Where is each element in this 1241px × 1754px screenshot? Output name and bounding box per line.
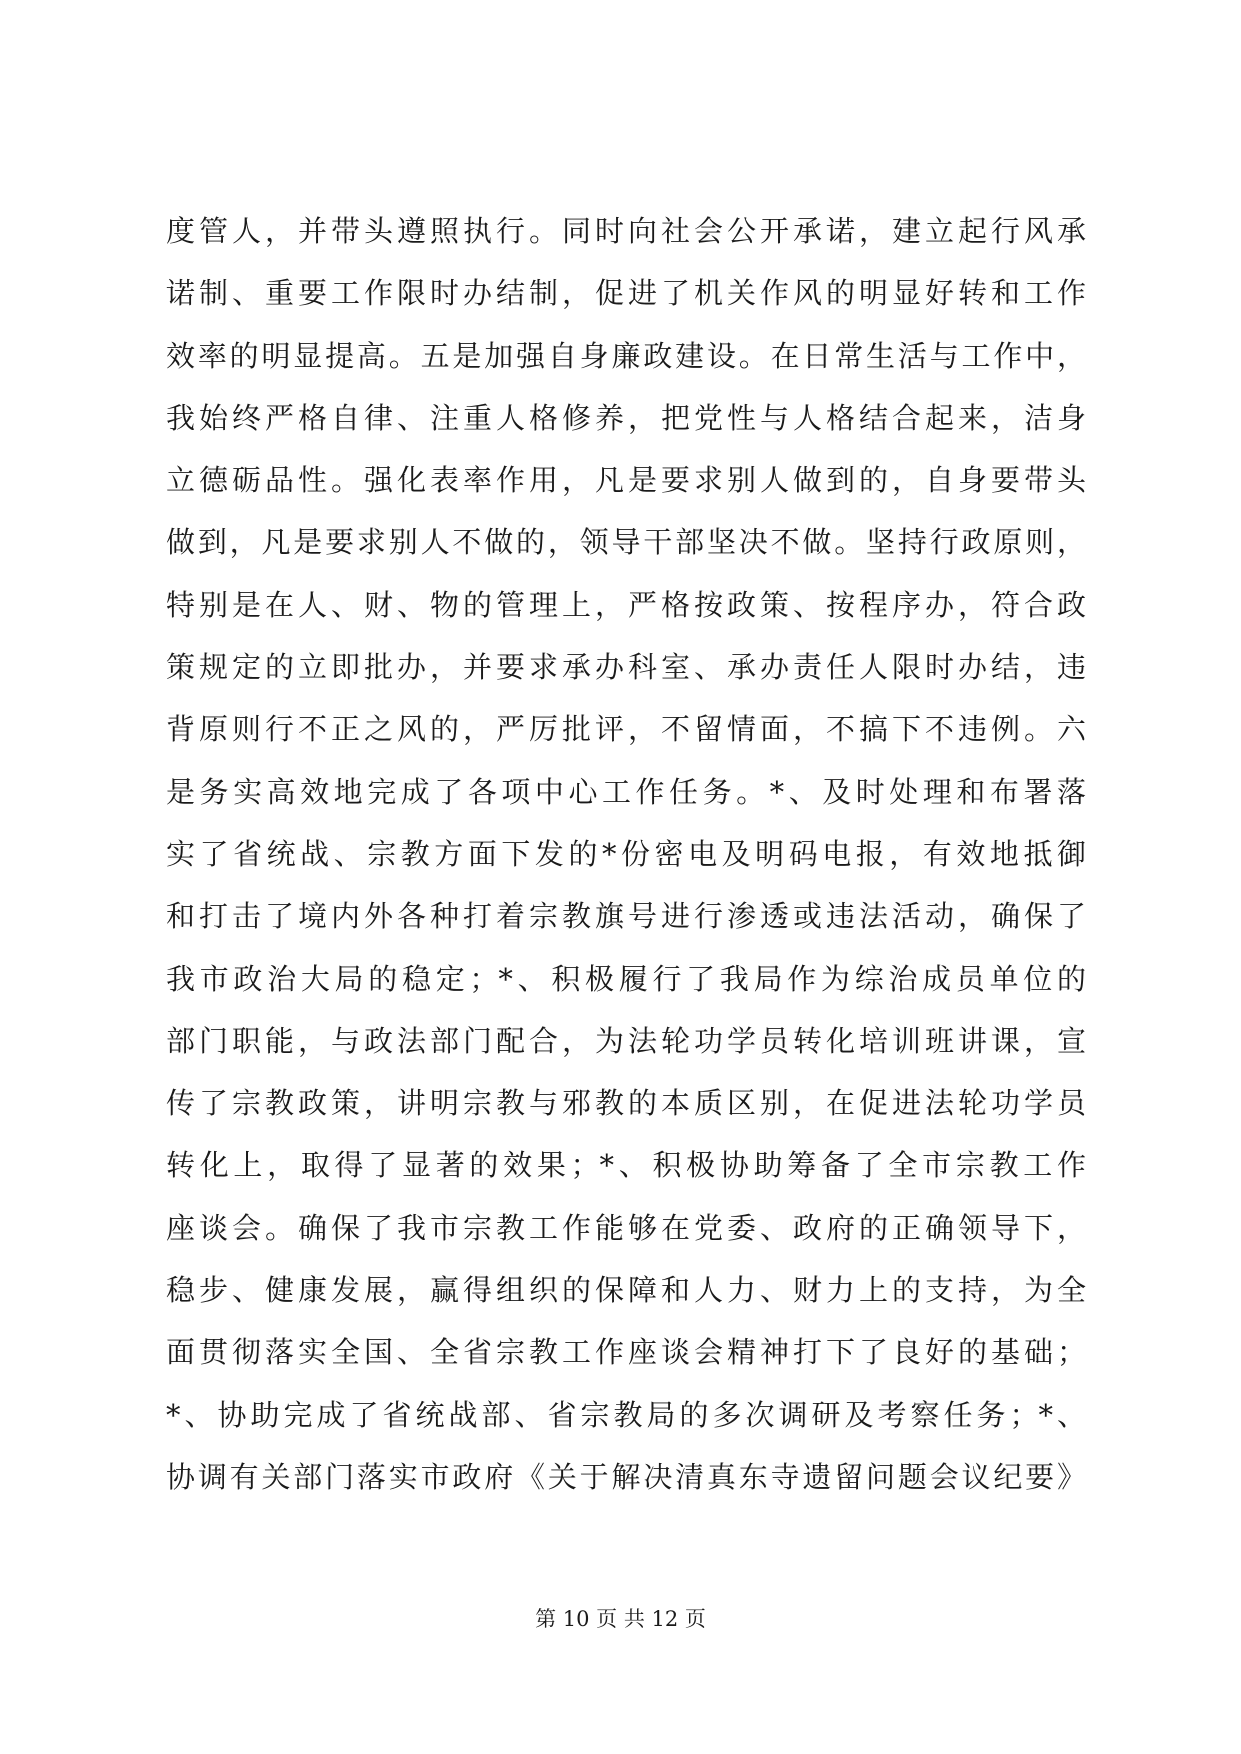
text-line: 转化上，取得了显著的效果；*、积极协助筹备了全市宗教工作	[166, 1148, 1086, 1183]
text-line: 部门职能，与政法部门配合，为法轮功学员转化培训班讲课，宣	[166, 1023, 1086, 1058]
text-line: 稳步、健康发展，赢得组织的保障和人力、财力上的支持，为全	[166, 1273, 1086, 1308]
text-line: 做到，凡是要求别人不做的，领导干部坚决不做。坚持行政原则，	[166, 525, 1086, 560]
text-line: 我始终严格自律、注重人格修养，把党性与人格结合起来，洁身	[166, 400, 1086, 435]
text-line: 是务实高效地完成了各项中心工作任务。*、及时处理和布署落	[166, 774, 1086, 809]
body-text	[166, 200, 1086, 1508]
text-line: 策规定的立即批办，并要求承办科室、承办责任人限时办结，违	[166, 650, 1086, 685]
text-line: 度管人，并带头遵照执行。同时向社会公开承诺，建立起行风承	[166, 214, 1086, 248]
text-line: 传了宗教政策，讲明宗教与邪教的本质区别，在促进法轮功学员	[166, 1086, 1086, 1121]
text-line: 协调有关部门落实市政府《关于解决清真东寺遗留问题会议纪要》	[166, 1459, 1086, 1494]
text-line: 实了省统战、宗教方面下发的*份密电及明码电报，有效地抵御	[166, 836, 1086, 871]
text-line: 背原则行不正之风的，严厉批评，不留情面，不搞下不违例。六	[166, 712, 1086, 747]
text-line: 效率的明显提高。五是加强自身廉政建设。在日常生活与工作中，	[166, 338, 1086, 373]
page-number-footer: 第 10 页 共 12 页	[535, 1607, 706, 1631]
text-line: 我市政治大局的稳定；*、积极履行了我局作为综治成员单位的	[166, 961, 1086, 996]
text-line: 立德砺品性。强化表率作用，凡是要求别人做到的，自身要带头	[166, 463, 1086, 498]
text-line: 面贯彻落实全国、全省宗教工作座谈会精神打下了良好的基础；	[166, 1335, 1086, 1370]
text-line: 特别是在人、财、物的管理上，严格按政策、按程序办，符合政	[166, 587, 1086, 622]
text-line: *、协助完成了省统战部、省宗教局的多次调研及考察任务；*、	[166, 1397, 1086, 1432]
text-line: 座谈会。确保了我市宗教工作能够在党委、政府的正确领导下，	[166, 1210, 1086, 1245]
text-line: 诺制、重要工作限时办结制，促进了机关作风的明显好转和工作	[166, 276, 1086, 311]
text-line: 和打击了境内外各种打着宗教旗号进行渗透或违法活动，确保了	[166, 899, 1086, 934]
